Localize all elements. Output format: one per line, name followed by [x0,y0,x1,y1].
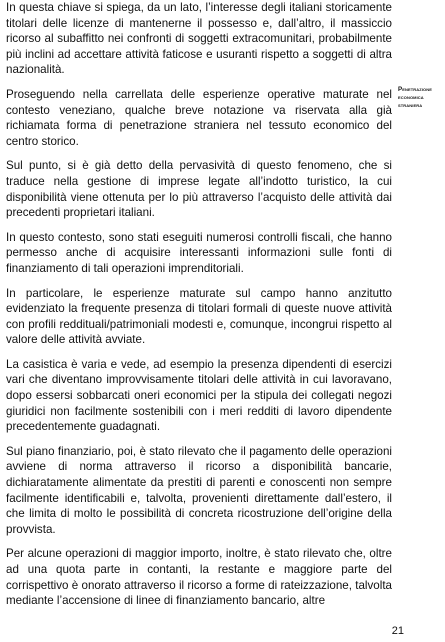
margin-note-line-2: economica [398,94,424,101]
paragraph-5: In particolare, le esperienze maturate sul campo hanno anzitutto evidenziato la frequente presenza di titolari formali di queste nuove attività con profili reddituali/patrimoniali modesti e, comunque, incongrui rispetto al valore delle attività avviate. [6,286,392,347]
paragraph-8: Per alcune operazioni di maggior importo, inoltre, è stato rilevato che, oltre ad una quota parte in contanti, la restante e maggiore parte del corrispettivo è onorato attraverso il ricorso a forme di rateizzazione, talvolta mediante l’accensione di linee di finanziamento bancario, altre [6,547,392,608]
margin-note-line-1: Penetrazione [398,86,432,93]
margin-note [398,86,444,110]
body-text [6,0,392,618]
paragraph-2: Proseguendo nella carrellata delle esperienze operative maturate nel contesto veneziano, qualche breve notazione va riservata alla già richiamata forma di penetrazione straniera nel tessuto economico del centro storico. [6,87,392,148]
paragraph-1: In questa chiave si spiega, da un lato, l’interesse degli italiani storicamente titolari delle licenze di mantenerne il possesso e, dall’altro, il massiccio ricorso al subaffitto nei confronti di soggetti extracomunitari, probabilmente più inclini ad accettare attività faticose e usuranti rispetto a soggetti di altra nazionalità. [6,1,392,77]
page-number: 21 [391,625,404,637]
paragraph-3: Sul punto, si è già detto della pervasività di questo fenomeno, che si traduce nella gestione di imprese legate all’indotto turistico, la cui disponibilità viene ottenuta per lo più attraverso l’acquisto delle attività dai precedenti proprietari italiani. [6,159,392,220]
paragraph-6: La casistica è varia e vede, ad esempio la presenza dipendenti di esercizi vari che diventano improvvisamente titolari delle attività in cui lavoravano, dopo essersi sobbarcati oneri economici per la stipula dei collegati negozi giuridici non facilmente sostenibili con i meri redditi di lavoro dipendente precedentemente guadagnati. [6,357,392,434]
paragraph-7: Sul piano finanziario, poi, è stato rilevato che il pagamento delle operazioni avviene di norma attraverso il ricorso a disponibilità bancarie, dichiaratamente alimentate da prestiti di parenti e conoscenti non sempre facilmente identificabili e, talvolta, provenienti direttamente dall’estero, il che limita di molto le possibilità di concreta ricostruzione dell’origine della provvista. [6,444,392,536]
margin-note-line-3: straniera [398,102,423,109]
paragraph-4: In questo contesto, sono stati eseguiti numerosi controlli fiscali, che hanno permesso anche di acquisire interessanti informazioni sulle fonti di finanziamento di tali operazioni imprenditoriali. [6,230,392,275]
